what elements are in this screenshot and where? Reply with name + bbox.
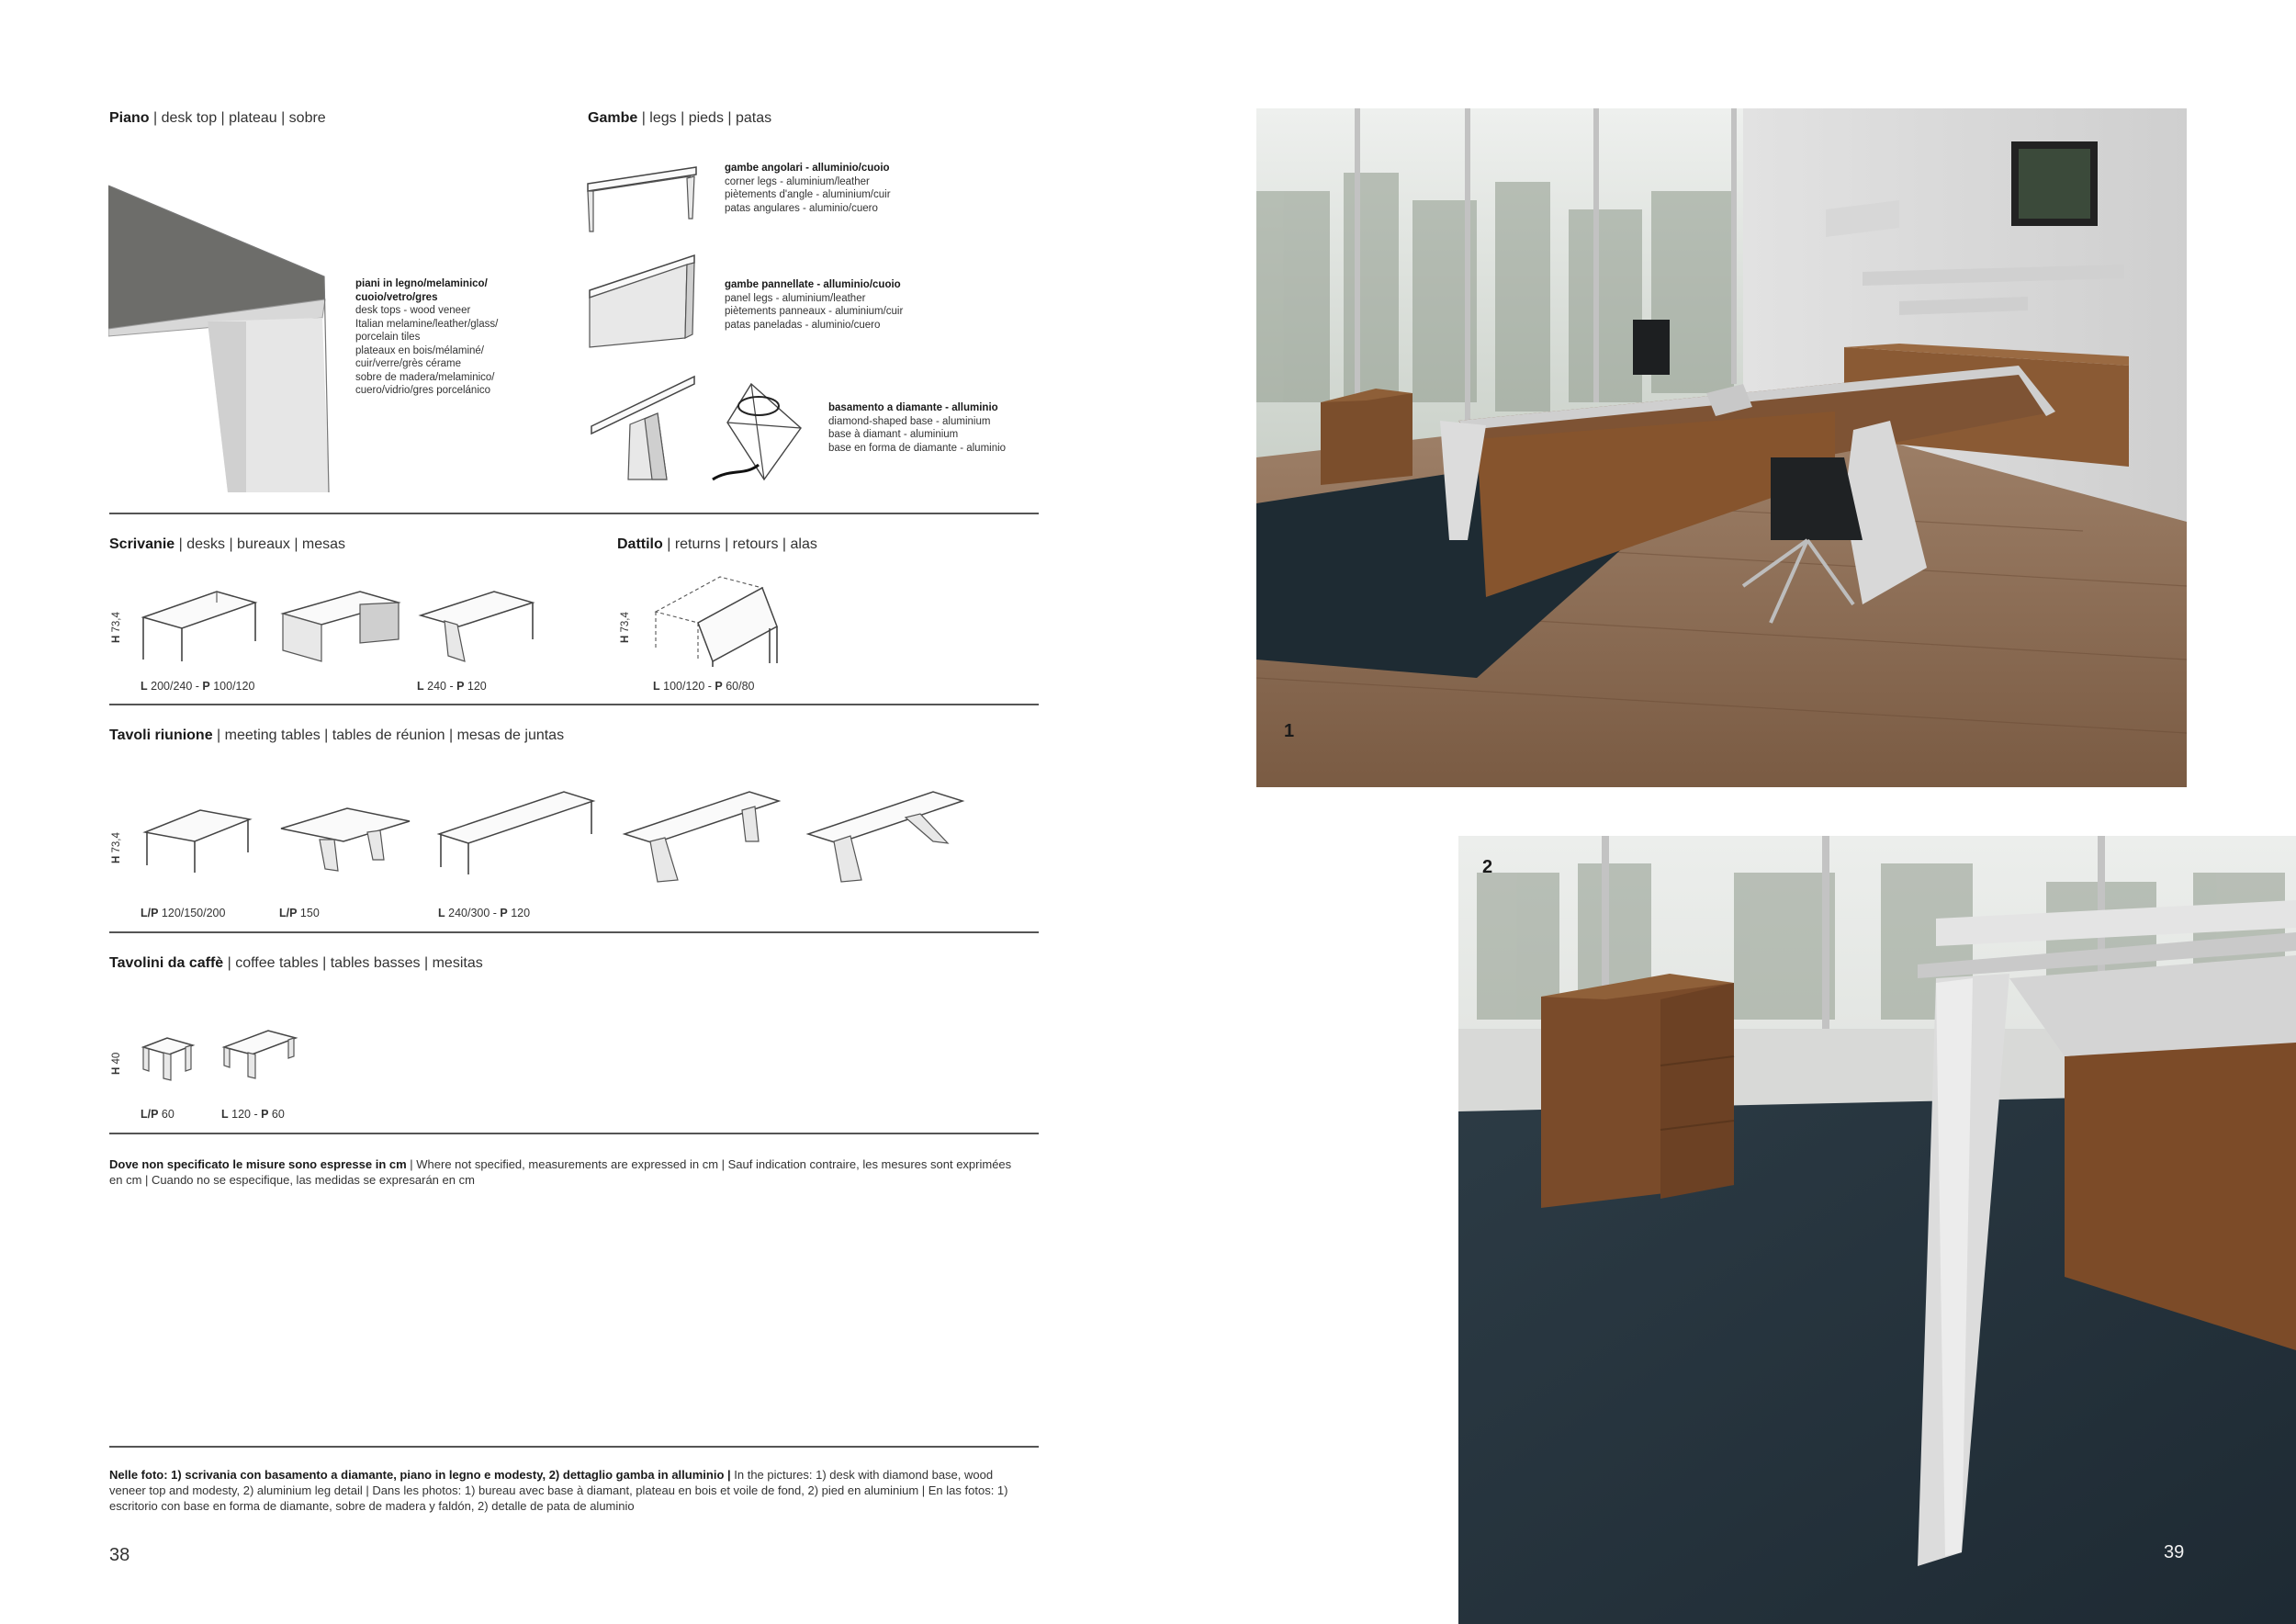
desk-dimensions-1: L 200/240 - P 100/120 — [141, 680, 255, 693]
meeting-table-long-diamond-icon — [621, 790, 782, 885]
measurement-note: Dove non specificato le misure sono espresse in cm | Where not specified, measurements are expressed in cm | Sauf indication contraire, les mesures sont exprimées en cm | Cuando no se especifique, las medidas se expresarán en cm — [109, 1157, 1012, 1187]
meeting-dimensions-2: L/P 150 — [279, 907, 320, 919]
section-divider — [109, 1446, 1039, 1448]
tavoli-section-title: Tavoli riunione | meeting tables | tables de réunion | mesas de juntas — [109, 727, 565, 743]
photo-2-number: 2 — [1482, 857, 1493, 877]
photo-1-number: 1 — [1284, 721, 1295, 741]
coffee-height-label: H 40 — [111, 1052, 122, 1075]
return-dimensions: L 100/120 - P 60/80 — [653, 680, 755, 693]
panel-legs-illustration — [584, 254, 700, 353]
desk-dimensions-2: L 240 - P 120 — [417, 680, 487, 693]
tavolini-section-title: Tavolini da caffè | coffee tables | tables basses | mesitas — [109, 955, 483, 971]
page-number-left: 38 — [109, 1545, 130, 1565]
section-divider — [109, 513, 1039, 514]
meeting-table-square-icon — [141, 808, 253, 874]
section-divider — [109, 1133, 1039, 1134]
panel-legs-caption: gambe pannellate - alluminio/cuoio panel legs - aluminium/leather piètements panneaux - aluminium/cuir patas paneladas - aluminio/cuero — [725, 279, 904, 331]
meeting-dimensions-3: L 240/300 - P 120 — [438, 907, 531, 919]
dattilo-section-title: Dattilo | returns | retours | alas — [617, 536, 817, 552]
meeting-table-long-diamond-icon-2 — [805, 790, 966, 885]
coffee-table-square-icon — [140, 1036, 197, 1084]
gambe-section-title: Gambe | legs | pieds | patas — [588, 110, 772, 126]
meeting-table-long-icon — [435, 790, 597, 876]
diamond-base-detail-illustration — [711, 377, 812, 485]
meeting-height-label: H 73,4 — [111, 832, 122, 863]
desk-corner-legs-icon — [140, 590, 259, 663]
return-desk-icon — [648, 573, 786, 669]
meeting-dimensions-1: L/P 120/150/200 — [141, 907, 226, 919]
corner-legs-illustration — [584, 165, 700, 235]
photo-caption-note: Nelle foto: 1) scrivania con basamento a diamante, piano in legno e modesty, 2) dettaglio gamba in alluminio | In the pictures: 1) desk with diamond base, wood veneer top and modesty, 2) aluminium leg detail | Dans les photos: 1) bureau avec base à diamant, plateau en bois et voile de fond, 2) pied en aluminium | En las fotos: 1) escritorio con base en forma de diamante, sobre de madera y faldón, 2) detalle de pata de aluminio — [109, 1468, 1008, 1513]
diamond-base-caption: basamento a diamante - alluminio diamond-shaped base - aluminium base à diamant - aluminium base en forma de diamante - aluminio — [828, 402, 1007, 454]
leg-detail-photo — [1458, 836, 2296, 1624]
diamond-base-table-illustration — [588, 375, 698, 481]
meeting-table-diamond-icon — [277, 806, 413, 873]
piano-section-title: Piano | desk top | plateau | sobre — [109, 110, 326, 126]
corner-legs-caption: gambe angolari - alluminio/cuoio corner legs - aluminium/leather piètements d'angle - aluminium/cuir patas angulares - aluminio/cuero — [725, 163, 891, 214]
coffee-table-rect-icon — [220, 1029, 299, 1082]
page-number-right: 39 — [2164, 1542, 2185, 1562]
coffee-dimensions-1: L/P 60 — [141, 1108, 174, 1121]
desk-top-corner-illustration — [108, 182, 333, 494]
return-height-label: H 73,4 — [620, 612, 631, 643]
desk-panel-legs-icon — [279, 590, 402, 663]
office-desk-photo — [1256, 108, 2187, 787]
coffee-dimensions-2: L 120 - P 60 — [221, 1108, 285, 1121]
desk-diamond-base-icon — [417, 590, 536, 663]
section-divider — [109, 704, 1039, 705]
desk-height-label: H 73,4 — [111, 612, 122, 643]
scrivanie-section-title: Scrivanie | desks | bureaux | mesas — [109, 536, 346, 552]
desk-top-caption: piani in legno/melaminico/ cuoio/vetro/gres desk tops - wood veneer Italian melamine/leather/glass/ porcelain tiles plateaux en bois/mélaminé/ cuir/verre/grès cérame sobre de madera/melaminico/ cuero/vidrio/gres porcelánico — [355, 278, 499, 396]
section-divider — [109, 931, 1039, 933]
